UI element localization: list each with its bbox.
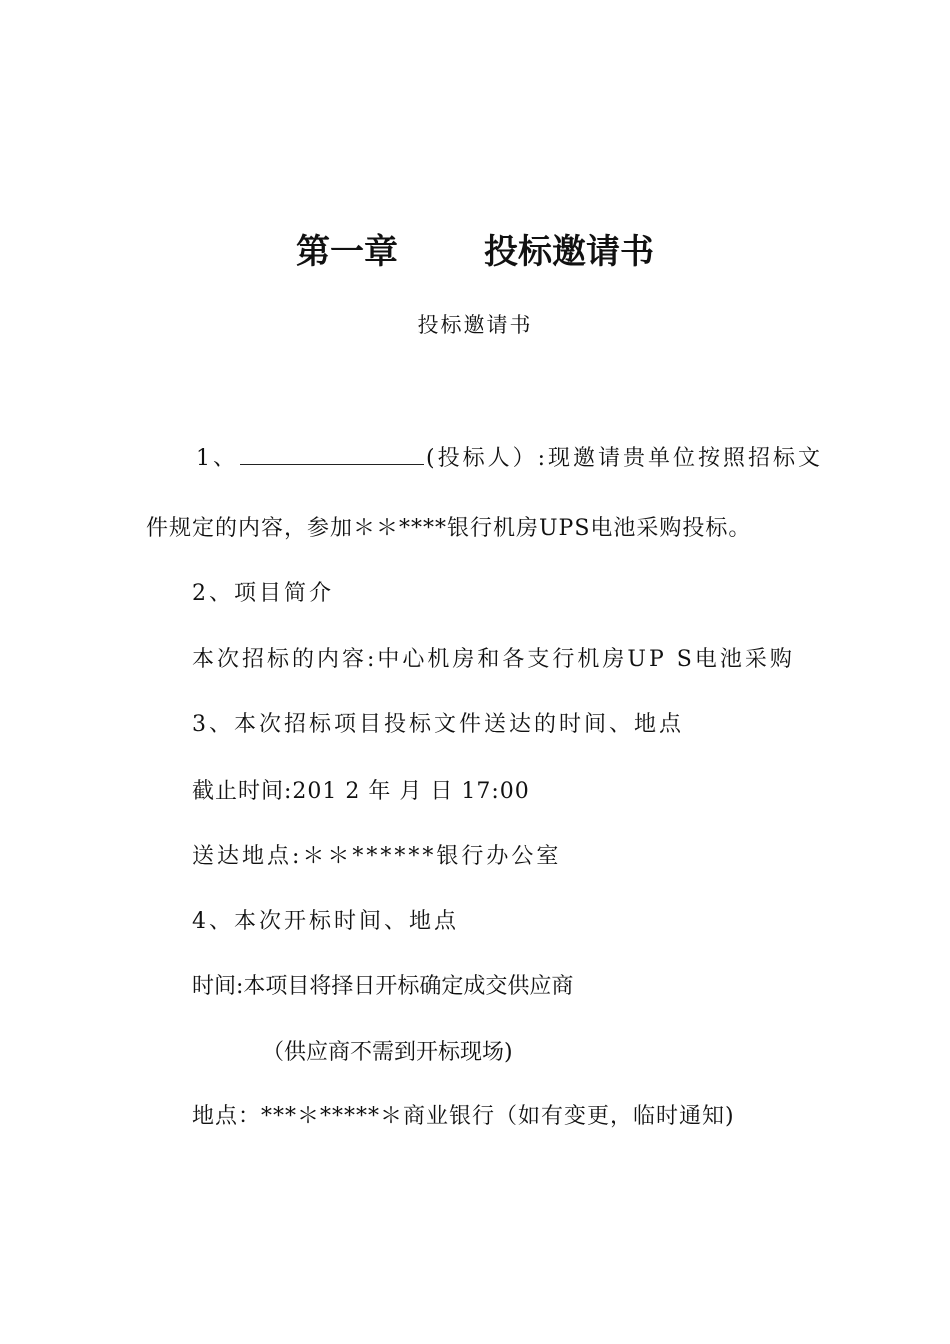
item1-text: (投标人）:现邀请贵单位按照招标文 <box>426 446 823 471</box>
document-subtitle: 投标邀请书 <box>417 313 533 337</box>
item1-number: 1、 <box>196 446 238 471</box>
bidder-blank-field <box>240 438 424 465</box>
item3-deadline: 截止时间:201 2 年 月 日 17:00 <box>192 779 530 804</box>
item3-location: 送达地点:＊＊******银行办公室 <box>192 844 562 869</box>
chapter-heading <box>0 230 950 274</box>
item4-heading: 4、本次开标时间、地点 <box>192 909 459 934</box>
item4-time: 时间:本项目将择日开标确定成交供应商 <box>192 974 574 999</box>
item2-heading: 2、项目简介 <box>192 581 334 606</box>
item3-heading: 3、本次招标项目投标文件送达的时间、地点 <box>192 712 684 737</box>
item2-body: 本次招标的内容:中心机房和各支行机房UP S电池采购 <box>192 647 795 672</box>
item4-note: （供应商不需到开标现场) <box>262 1040 513 1065</box>
chapter-title: 投标邀请书 <box>484 232 654 272</box>
item4-place: 地点：***＊*****＊商业银行（如有变更，临时通知) <box>192 1104 735 1129</box>
item1-continued: 件规定的内容，参加＊＊****银行机房UPS电池采购投标。 <box>146 516 752 541</box>
item1-line <box>196 438 823 474</box>
chapter-label: 第一章 <box>296 232 398 272</box>
